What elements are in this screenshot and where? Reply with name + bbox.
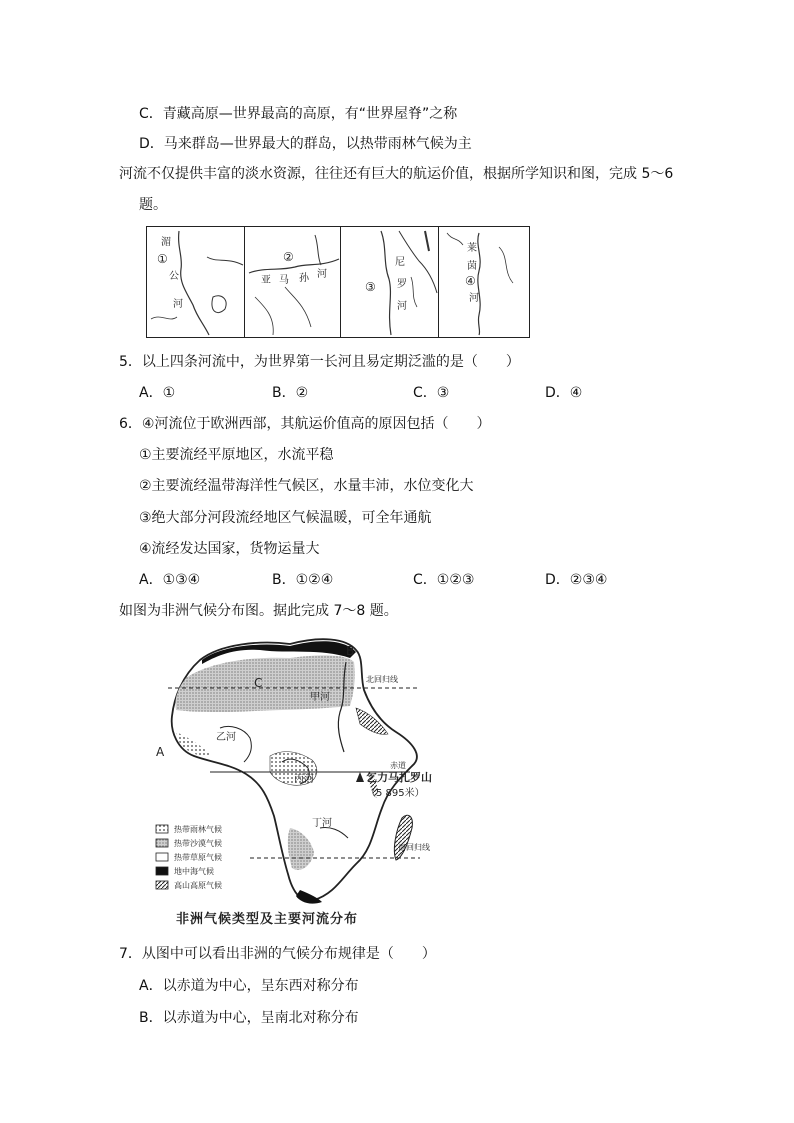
mekong-char-1: 湄	[161, 237, 171, 248]
nile-map-lines	[341, 227, 439, 337]
q5-option-b: B．②	[272, 385, 309, 401]
amazon-char-4: 河	[317, 269, 327, 280]
river-panel-nile	[340, 226, 440, 338]
q5-option-a: A．①	[139, 385, 176, 401]
q6-option-c: C．①②③	[413, 572, 475, 588]
circle-2-label: ②	[283, 250, 294, 264]
label-river-yi: 乙河	[216, 732, 236, 743]
q7-option-b: B．以赤道为中心，呈南北对称分布	[139, 1010, 359, 1026]
q4-option-c: C．青藏高原—世界最高的高原，有“世界屋脊”之称	[139, 106, 458, 122]
legend-savanna: 热带草原气候	[174, 853, 222, 862]
intro-5-6-line2: 题。	[139, 197, 167, 213]
label-tropic-south: 南回归线	[398, 843, 430, 852]
label-b: B	[346, 644, 355, 658]
circle-3-label: ③	[365, 280, 376, 294]
q7-option-a: A．以赤道为中心，呈东西对称分布	[139, 978, 359, 994]
legend-mediterranean: 地中海气候	[174, 867, 214, 876]
intro-7-8: 如图为非洲气候分布图。据此完成 7～8 题。	[119, 603, 398, 619]
amazon-char-1: 亚	[261, 275, 271, 286]
label-equator: 赤道	[390, 761, 406, 770]
intro-5-6-line1: 河流不仅提供丰富的淡水资源，往往还有巨大的航运价值，根据所学知识和图，完成 5～6	[119, 166, 674, 182]
mekong-char-3: 河	[173, 299, 183, 310]
q6-option-d: D．②③④	[545, 572, 608, 588]
legend-rainforest: 热带雨林气候	[174, 825, 222, 834]
circle-4-label: ④	[465, 274, 476, 288]
rhine-char-3: 河	[469, 293, 479, 304]
q6-statement-2: ②主要流经温带海洋性气候区，水量丰沛，水位变化大	[139, 478, 474, 494]
madagascar	[394, 815, 412, 860]
legend-desert: 热带沙漠气候	[174, 839, 222, 848]
amazon-char-3: 孙	[299, 273, 309, 284]
africa-climate-map	[150, 632, 442, 934]
africa-map-caption: 非洲气候类型及主要河流分布	[176, 912, 359, 927]
q6-statement-3: ③绝大部分河段流经地区气候温暖，可全年通航	[139, 510, 432, 526]
label-river-ding: 丁河	[312, 818, 332, 829]
label-mountain: 乞力马扎罗山	[366, 771, 432, 784]
label-a: A	[156, 745, 165, 759]
label-tropic-north: 北回归线	[366, 675, 398, 684]
amazon-char-2: 马	[279, 275, 289, 286]
label-c: C	[254, 676, 263, 690]
q6-statement-1: ①主要流经平原地区，水流平稳	[139, 447, 334, 463]
mekong-char-2: 公	[169, 271, 179, 282]
nile-char-3: 河	[397, 301, 407, 312]
label-river-bing: 丙河	[294, 774, 314, 785]
q5-option-d: D．④	[545, 385, 583, 401]
nile-char-2: 罗	[397, 279, 407, 290]
legend-highland: 高山高原气候	[174, 881, 222, 890]
nile-char-1: 尼	[395, 257, 405, 268]
river-map	[146, 226, 530, 340]
q6-option-b: B．①②④	[272, 572, 334, 588]
amazon-map-lines	[245, 227, 341, 337]
q6-stem: 6．④河流位于欧洲西部，其航运价值高的原因包括（ ）	[119, 416, 491, 432]
river-panel-rhine	[438, 226, 530, 338]
rhine-char-1: 莱	[467, 243, 477, 254]
q7-stem: 7．从图中可以看出非洲的气候分布规律是（ ）	[119, 946, 436, 962]
q6-statement-4: ④流经发达国家，货物运量大	[139, 541, 320, 557]
rhine-char-2: 茵	[467, 261, 477, 272]
label-river-jia: 甲河	[310, 692, 330, 703]
river-panel-mekong	[146, 226, 246, 338]
label-mountain-height: （5 895米）	[366, 788, 425, 799]
q4-option-d: D．马来群岛—世界最大的群岛，以热带雨林气候为主	[139, 136, 472, 152]
river-panel-amazon	[244, 226, 342, 338]
q6-option-a: A．①③④	[139, 572, 201, 588]
rhine-map-lines	[439, 227, 529, 337]
q5-stem: 5．以上四条河流中，为世界第一长河且易定期泛滥的是（ ）	[119, 354, 520, 370]
circle-1-label: ①	[157, 252, 168, 266]
q5-option-c: C．③	[413, 385, 450, 401]
